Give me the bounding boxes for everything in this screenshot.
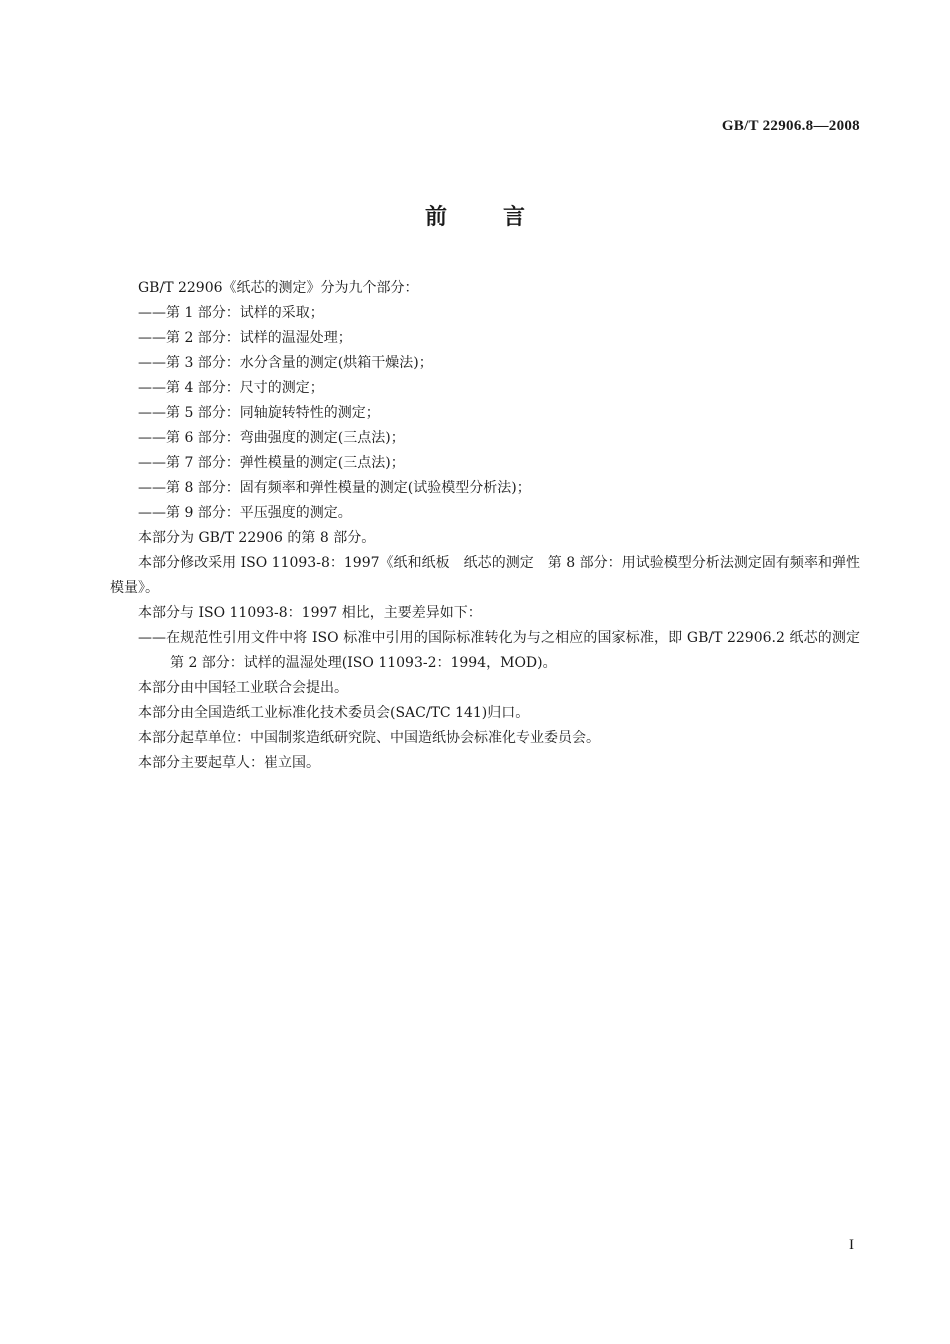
- drafters-paragraph: 本部分主要起草人：崔立国。: [138, 755, 320, 771]
- part-item-8: ——第 8 部分：固有频率和弹性模量的测定(试验模型分析法)；: [138, 480, 531, 496]
- part-item-1: ——第 1 部分：试样的采取；: [138, 305, 324, 321]
- part-item-3: ——第 3 部分：水分含量的测定(烘箱干燥法)；: [138, 355, 433, 371]
- proposed-by-paragraph: 本部分由中国轻工业联合会提出。: [138, 680, 348, 696]
- part-item-9: ——第 9 部分：平压强度的测定。: [138, 505, 352, 521]
- centralized-by-paragraph: 本部分由全国造纸工业标准化技术委员会(SAC/TC 141)归口。: [138, 705, 530, 721]
- standard-number: GB/T 22906.8—2008: [721, 118, 860, 134]
- page-number: I: [849, 1237, 854, 1253]
- drafting-units-paragraph: 本部分起草单位：中国制浆造纸研究院、中国造纸协会标准化专业委员会。: [138, 730, 600, 746]
- part-item-6: ——第 6 部分：弯曲强度的测定(三点法)；: [138, 430, 405, 446]
- part-item-2: ——第 2 部分：试样的温湿处理；: [138, 330, 352, 346]
- differences-intro-paragraph: 本部分与 ISO 11093-8：1997 相比，主要差异如下：: [138, 605, 482, 621]
- intro-paragraph: GB/T 22906《纸芯的测定》分为九个部分：: [138, 280, 419, 296]
- foreword-body: [110, 276, 874, 776]
- part-item-7: ——第 7 部分：弹性模量的测定(三点法)；: [138, 455, 405, 471]
- part-item-4: ——第 4 部分：尺寸的测定；: [138, 380, 324, 396]
- this-part-paragraph: 本部分为 GB/T 22906 的第 8 部分。: [138, 530, 376, 546]
- page-title: 前言: [424, 205, 581, 230]
- adoption-paragraph: 本部分修改采用 ISO 11093-8：1997《纸和纸板 纸芯的测定 第 8 部分：用试验模型分析法测定固有频率和弹性模量》。: [110, 555, 860, 596]
- difference-item: ——在规范性引用文件中将 ISO 标准中引用的国际标准转化为与之相应的国家标准，即 GB/T 22906.2 纸芯的测定 第 2 部分：试样的温湿处理(ISO 11093-2：1994，MOD)。: [138, 630, 874, 671]
- part-item-5: ——第 5 部分：同轴旋转特性的测定；: [138, 405, 380, 421]
